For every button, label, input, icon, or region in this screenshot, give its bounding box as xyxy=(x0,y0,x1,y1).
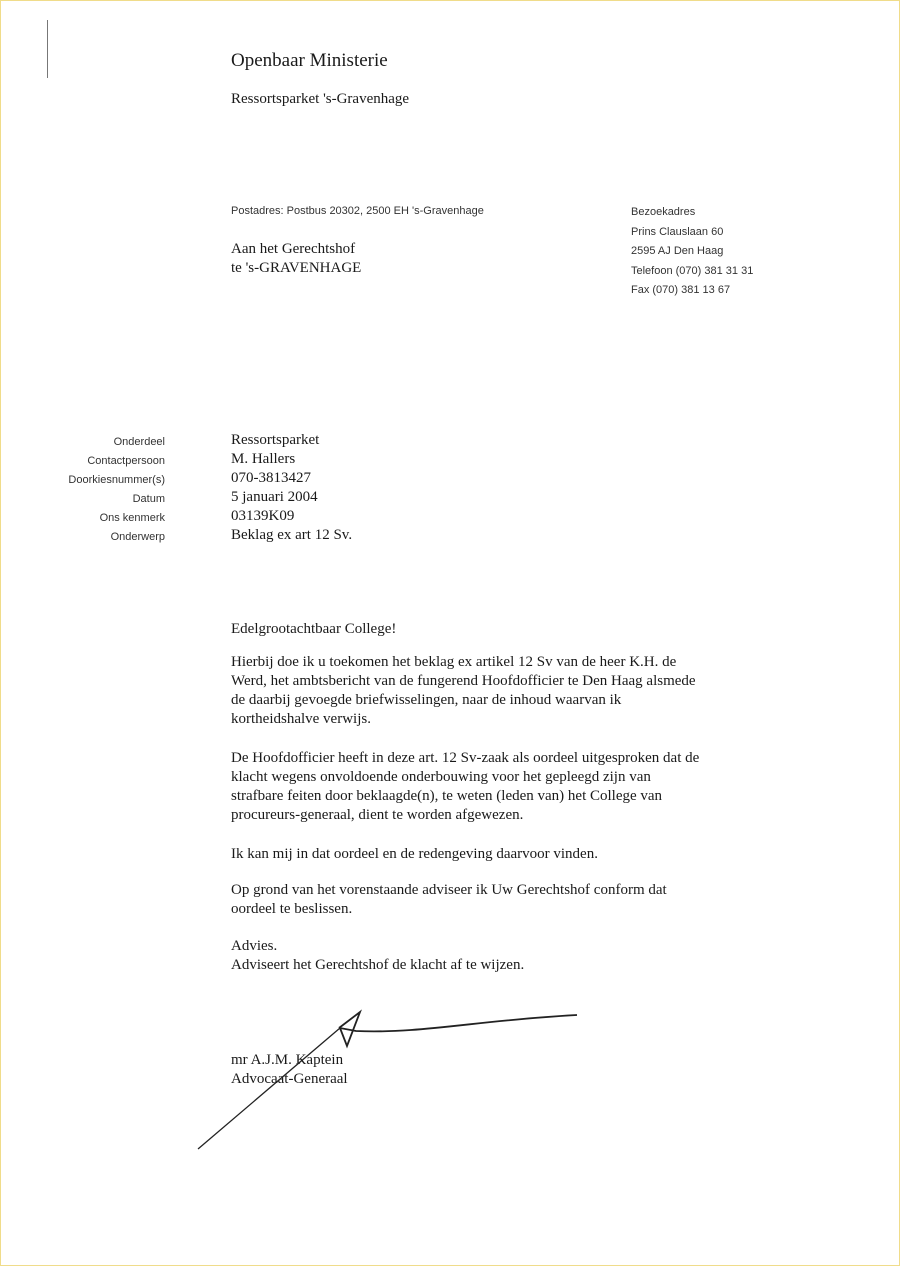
meta-value: 070-3813427 xyxy=(231,470,311,486)
text-line: oordeel te beslissen. xyxy=(231,901,353,917)
meta-value: 5 januari 2004 xyxy=(231,489,318,505)
meta-labels xyxy=(40,433,165,547)
meta-value: 03139K09 xyxy=(231,508,295,524)
text-line: Hierbij doe ik u toekomen het beklag ex artikel 12 Sv van de heer K.H. de xyxy=(231,654,677,670)
visit-address-line: Telefoon (070) 381 31 31 xyxy=(631,264,754,277)
visit-address xyxy=(631,203,753,301)
text-line: de daarbij gevoegde briefwisselingen, naar de inhoud waarvan ik xyxy=(231,692,622,708)
meta-label: Doorkiesnummer(s) xyxy=(68,474,165,486)
text-line: Ik kan mij in dat oordeel en de redengeving daarvoor vinden. xyxy=(231,846,598,862)
meta-value: M. Hallers xyxy=(231,451,296,467)
salutation: Edelgrootachtbaar College! xyxy=(231,621,397,637)
text-line: klacht wegens onvoldoende onderbouwing voor het gepleegd zijn van xyxy=(231,769,651,785)
visit-address-line: Fax (070) 381 13 67 xyxy=(631,284,731,296)
organization-name: Openbaar Ministerie xyxy=(231,50,388,71)
text-line: De Hoofdofficier heeft in deze art. 12 Sv-zaak als oordeel uitgesproken dat de xyxy=(231,750,700,766)
text-line: Adviseert het Gerechtshof de klacht af te wijzen. xyxy=(231,957,525,973)
meta-values xyxy=(231,431,352,545)
meta-label: Ons kenmerk xyxy=(99,512,165,524)
text-line: Werd, het ambtsbericht van de fungerend Hoofdofficier te Den Haag alsmede xyxy=(231,673,696,689)
text-line: strafbare feiten door beklaagde(n), te weten (leden van) het College van xyxy=(231,788,663,804)
recipient xyxy=(231,240,361,278)
recipient-line: Aan het Gerechtshof xyxy=(231,241,356,257)
meta-label: Onderdeel xyxy=(113,436,165,448)
postal-address: Postadres: Postbus 20302, 2500 EH 's-Gravenhage xyxy=(231,205,484,217)
text-line: kortheidshalve verwijs. xyxy=(231,711,371,727)
paragraph-4 xyxy=(231,881,791,919)
advice xyxy=(231,937,791,975)
meta-label: Onderwerp xyxy=(110,531,165,543)
meta-value: Beklag ex art 12 Sv. xyxy=(231,527,353,543)
meta-label: Datum xyxy=(132,493,165,505)
paragraph-3 xyxy=(231,845,791,864)
text-line: Advies. xyxy=(231,938,278,954)
visit-address-line: Bezoekadres xyxy=(631,206,696,218)
recipient-line: te 's-GRAVENHAGE xyxy=(231,260,362,276)
text-line: Op grond van het vorenstaande adviseer ik Uw Gerechtshof conform dat xyxy=(231,882,667,898)
paragraph-2 xyxy=(231,749,791,825)
text-line: procureurs-generaal, dient te worden afgewezen. xyxy=(231,807,524,823)
meta-value: Ressortsparket xyxy=(231,432,320,448)
department-name: Ressortsparket 's-Gravenhage xyxy=(231,91,410,107)
paragraph-1 xyxy=(231,653,791,729)
scan-mark xyxy=(47,20,48,78)
visit-address-line: 2595 AJ Den Haag xyxy=(631,245,724,257)
visit-address-line: Prins Clauslaan 60 xyxy=(631,225,724,238)
signatory xyxy=(231,1051,791,1089)
meta-label: Contactpersoon xyxy=(87,455,165,467)
signatory-name: mr A.J.M. Kaptein xyxy=(231,1052,344,1068)
signatory-title: Advocaat-Generaal xyxy=(231,1071,348,1087)
